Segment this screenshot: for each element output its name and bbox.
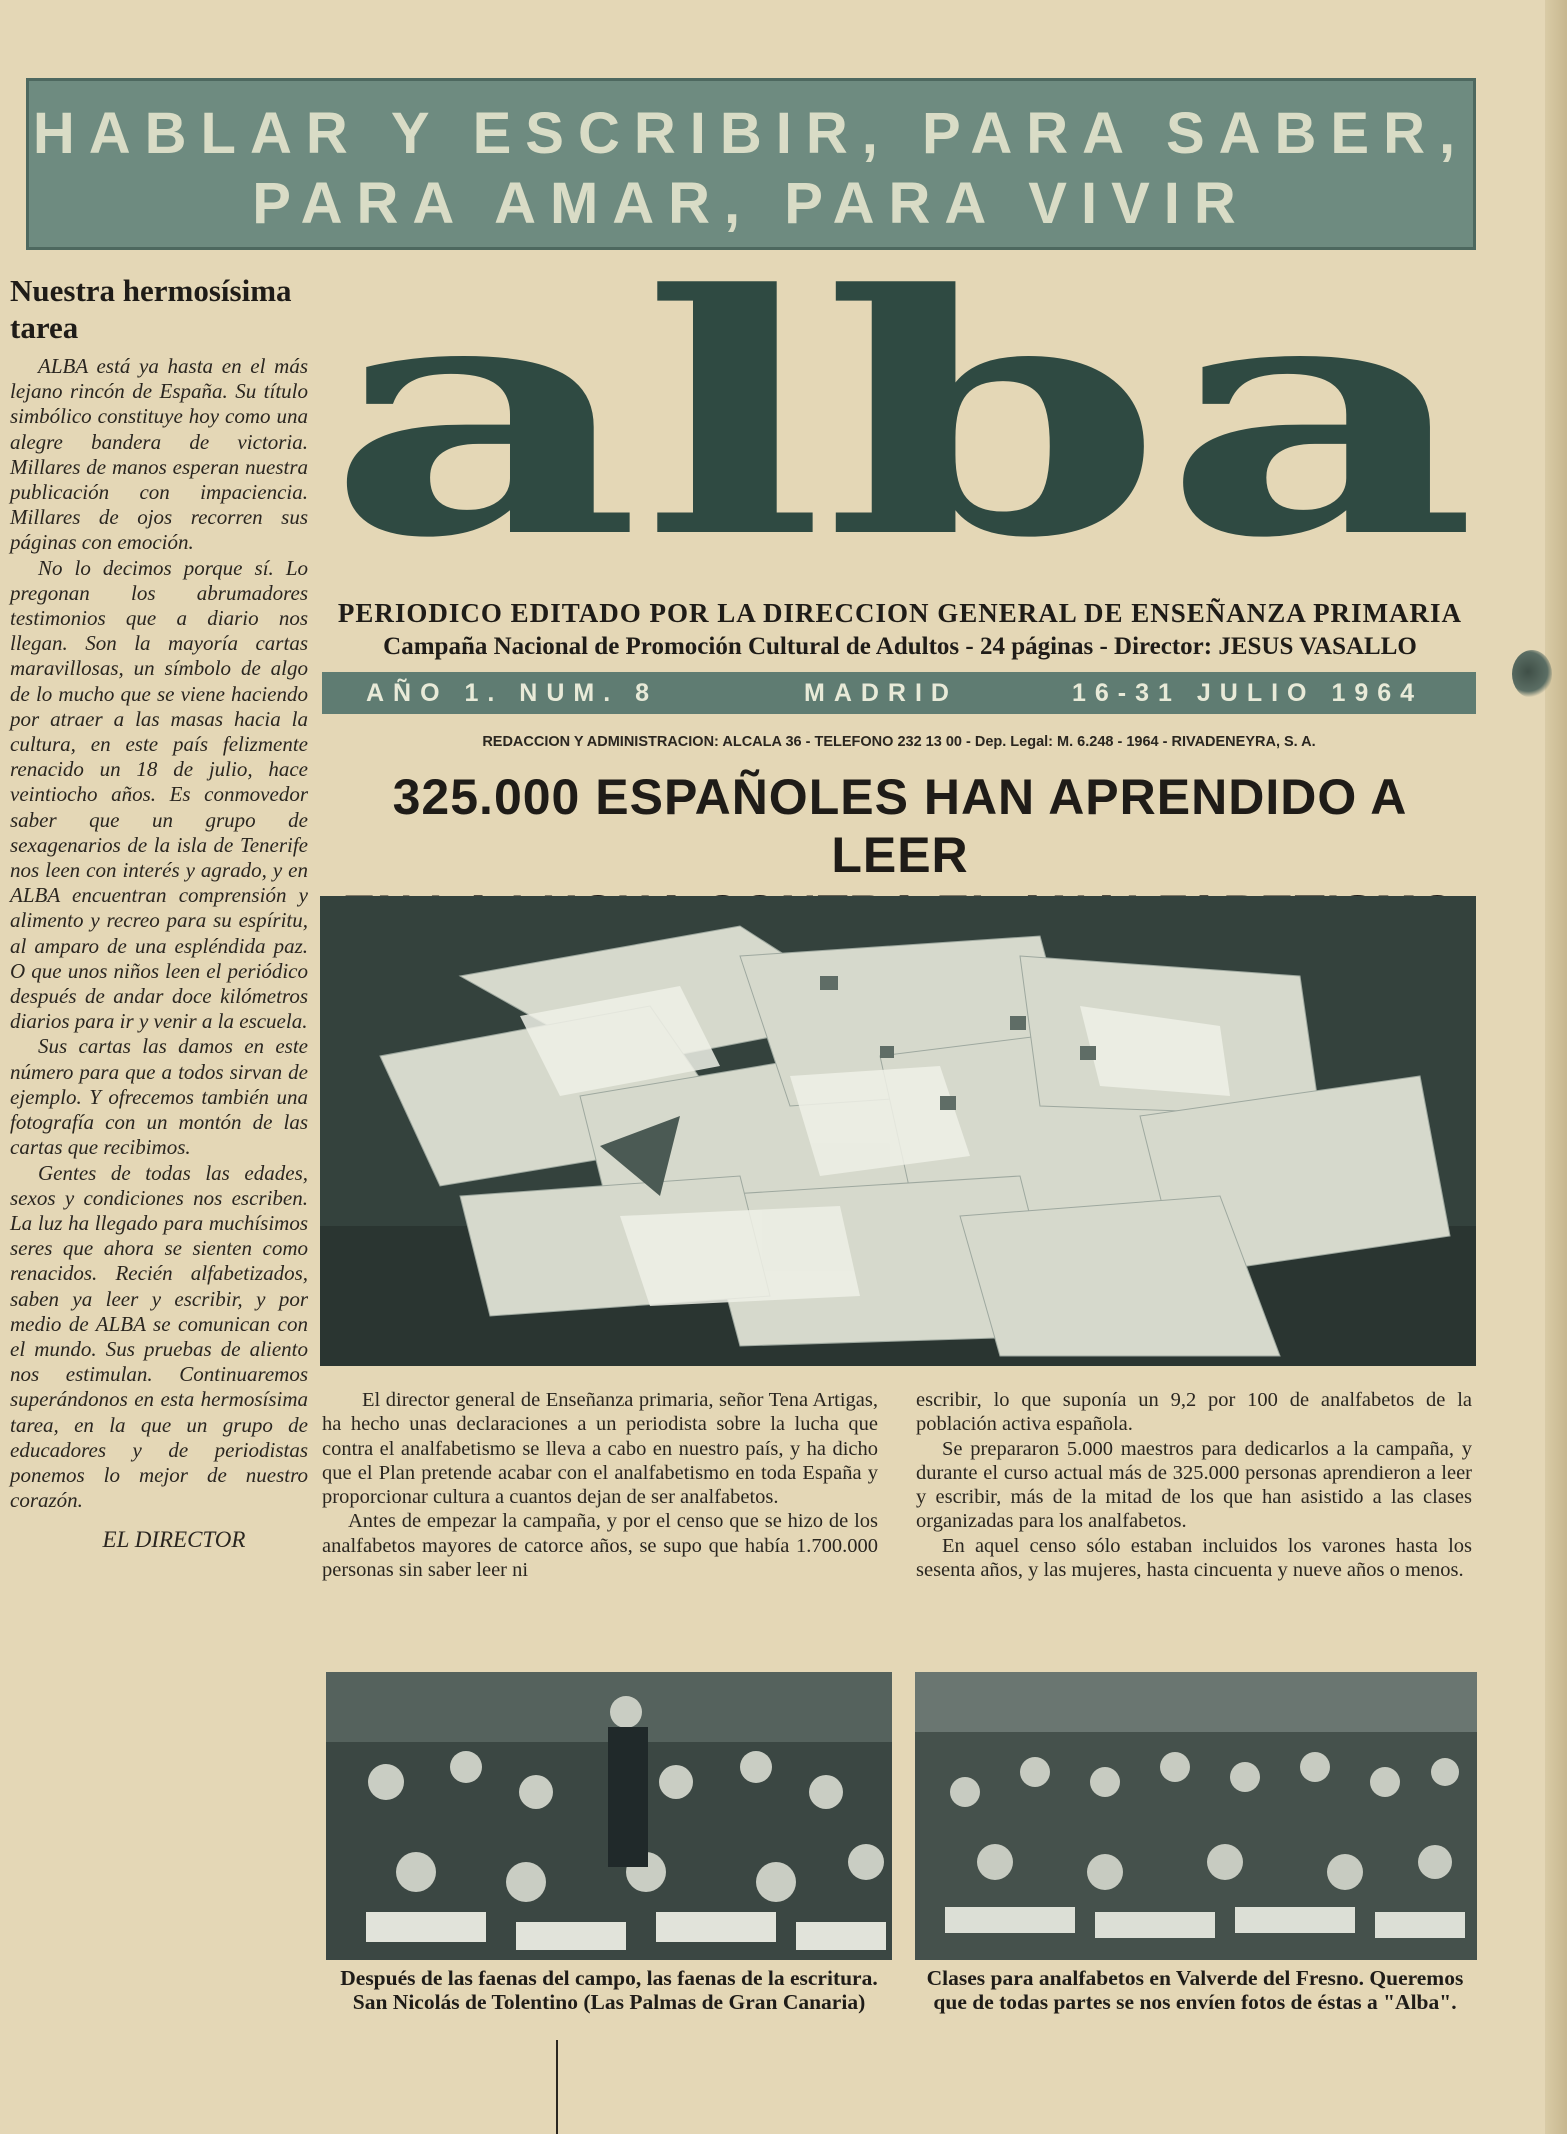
article-paragraph: escribir, lo que suponía un 9,2 por 100 de analfabetos de la población activa española. xyxy=(916,1389,1472,1436)
logo-wordmark: alba xyxy=(327,270,1477,570)
editorial-paragraph: Sus cartas las damos en este número para que a todos sirvan de ejemplo. Y ofrecemos también una fotografía con un montón de las cartas que recibimos. xyxy=(10,1034,308,1160)
editorial-title: Nuestra hermosísima tarea xyxy=(10,273,292,345)
issue-city: MADRID xyxy=(804,679,958,707)
classroom-photo-valverde xyxy=(915,1672,1477,1960)
photo-caption-right: Clases para analfabetos en Valverde del Fresno. Queremos que de todas partes se nos envíen fotos de éstas a "Alba". xyxy=(926,1966,1464,2014)
headline-line-1: 325.000 ESPAÑOLES HAN APRENDIDO A LEER xyxy=(392,769,1408,883)
slogan-line-2: PARA AMAR, PARA VIVIR xyxy=(252,171,1250,236)
slogan-banner xyxy=(26,78,1476,250)
editorial-paragraph: Gentes de todas las edades, sexos y condiciones nos escriben. La luz ha llegado para muchísimos seres que ahora se sienten como renacidos. Recién alfabetizados, saben ya leer y escribir, y por medio de ALBA se comunican con el mundo. Sus pruebas de aliento nos estimulan. Continuaremos superándonos en esta hermosísima tarea, en la que un grupo de educadores y de periodistas ponemos lo mejor de nuestro corazón. xyxy=(10,1160,308,1513)
article-paragraph: En aquel censo sólo estaban incluidos los varones hasta los sesenta años, y las mujeres, hasta cincuenta y nueve años o menos. xyxy=(916,1534,1472,1582)
issue-date-bar xyxy=(322,672,1476,714)
issue-number: AÑO 1. NUM. 8 xyxy=(366,679,659,707)
page-edge xyxy=(1545,0,1567,2134)
campaign-line: Campaña Nacional de Promoción Cultural de Adultos - 24 páginas - Director: JESUS VASALLO xyxy=(383,633,1417,660)
article-paragraph: Antes de empezar la campaña, y por el censo que se hizo de los analfabetos mayores de catorce años, se supo que había 1.700.000 personas sin saber leer ni xyxy=(322,1510,878,1582)
publisher-line: PERIODICO EDITADO POR LA DIRECCION GENERAL DE ENSEÑANZA PRIMARIA xyxy=(337,598,1463,628)
masthead-logo xyxy=(322,270,1482,570)
issue-date: 16-31 JULIO 1964 xyxy=(1072,679,1424,707)
photo-caption-left: Después de las faenas del campo, las faenas de la escritura. San Nicolás de Tolentino (Las Palmas de Gran Canaria) xyxy=(340,1966,878,2014)
administration-line: REDACCION Y ADMINISTRACION: ALCALA 36 - TELEFONO 232 13 00 - Dep. Legal: M. 6.248 - 1964 - RIVADENEYRA, S. A. xyxy=(482,734,1316,750)
article-column-1 xyxy=(322,1388,878,1582)
classroom-photo-tolentino xyxy=(326,1672,892,1960)
editorial-signature: EL DIRECTOR xyxy=(102,1527,246,1553)
slogan-line-1: HABLAR Y ESCRIBIR, PARA SABER, xyxy=(32,101,1470,166)
editorial-paragraph: ALBA está ya hasta en el más lejano rincón de España. Su título simbólico constituye hoy como una alegre bandera de victoria. Millares de manos esperan nuestra publicación con impaciencia. Millares de ojos recorren sus páginas con emoción. xyxy=(10,354,308,555)
fold-mark xyxy=(556,2040,558,2134)
article-column-2 xyxy=(916,1388,1472,1582)
article-paragraph: Se prepararon 5.000 maestros para dedicarlos a la campaña, y durante el curso actual más de 325.000 personas aprendieron a leer y escribir, más de la mitad de los que han asistido a las clases organizadas para los analfabetos. xyxy=(916,1437,1472,1533)
editorial-column xyxy=(10,272,308,1553)
article-paragraph: El director general de Enseñanza primaria, señor Tena Artigas, ha hecho unas declaraciones a un periodista sobre la lucha que contra el analfabetismo se lleva a cabo en nuestro país, y ha dicho que el Plan pretende acabar con el analfabetismo en toda España y proporcionar cultura a cuantos dejan de ser analfabetos. xyxy=(322,1389,878,1509)
editorial-paragraph: No lo decimos porque sí. Lo pregonan los abrumadores testimonios que a diario nos llegan. Son la mayoría cartas maravillosas, un símbolo de algo de lo mucho que se viene haciendo por atraer a las masas hacia la cultura, en este país felizmente renacido un 18 de julio, hace veintiocho años. Es conmovedor saber que un grupo de sexagenarios de la isla de Tenerife nos leen con interés y agrado, y en ALBA encuentran comprensión y alimento y recreo para su espíritu, al amparo de una espléndida paz. O que unos niños leen el periódico después de andar doce kilómetros diarios para ir y venir a la escuela. xyxy=(10,555,308,1034)
letters-photo xyxy=(320,896,1476,1366)
ink-stain xyxy=(1512,650,1552,698)
